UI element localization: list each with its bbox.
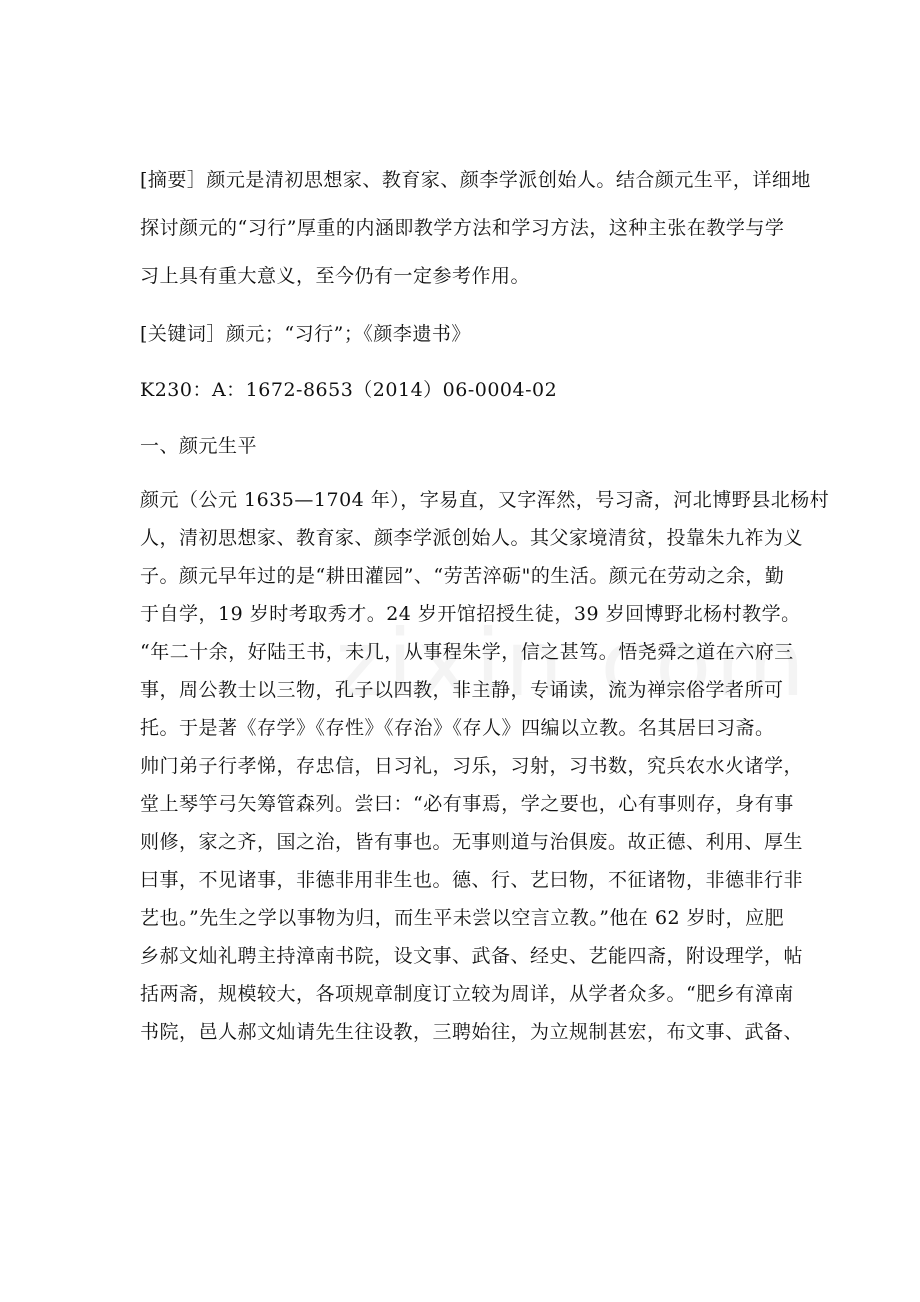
abstract-line: 探讨颜元的“习行”厚重的内涵即教学方法和学习方法，这种主张在教学与学	[140, 217, 785, 239]
body-line: 堂上琴竽弓矢筹管森列。尝曰：“必有事焉，学之要也，心有事则存，身有事	[140, 793, 794, 815]
abstract-line: 习上具有重大意义，至今仍有一定参考作用。	[140, 265, 531, 287]
body-line: 子。颜元早年过的是“耕田灌园”、“劳苦淬砺"的生活。颜元在劳动之余，勤	[140, 565, 785, 587]
body-line: 帅门弟子行孝悌，存忠信，日习礼，习乐，习射，习书数，究兵农水火诸学，	[140, 755, 804, 777]
classification-code: K230：A：1672-8653（2014）06-0004-02	[140, 379, 558, 401]
body-line: 颜元（公元 1635—1704 年），字易直，又字浑然，号习斋，河北博野县北杨村	[140, 489, 830, 511]
body-line: 托。于是著《存学》《存性》《存治》《存人》四编以立教。名其居曰习斋。	[140, 717, 775, 739]
body-line: 人，清初思想家、教育家、颜李学派创始人。其父家境清贫，投靠朱九祚为义	[140, 527, 804, 549]
body-line: 于自学，19 岁时考取秀才。24 岁开馆招授生徒，39 岁回博野北杨村教学。	[140, 603, 801, 625]
section-heading: 一、颜元生平	[140, 435, 258, 457]
keywords: [关键词］颜元；“习行”；《颜李遗书》	[140, 323, 471, 345]
body-line: 则修，家之齐，国之治，皆有事也。无事则道与治俱废。故正德、利用、厚生	[140, 831, 804, 853]
body-line: 艺也。”先生之学以事物为归，而生平未尝以空言立教。”他在 62 岁时，应肥	[140, 907, 785, 929]
body-line: 括两斋，规模较大，各项规章制度订立较为周详，从学者众多。“肥乡有漳南	[140, 983, 794, 1005]
body-line: 书院，邑人郝文灿请先生往设教，三聘始往，为立规制甚宏，布文事、武备、	[140, 1021, 804, 1043]
body-line: “年二十余，好陆王书，未几，从事程朱学，信之甚笃。悟尧舜之道在六府三	[140, 641, 794, 663]
body-line: 乡郝文灿礼聘主持漳南书院，设文事、武备、经史、艺能四斋，附设理学，帖	[140, 945, 804, 967]
body-line: 事，周公教士以三物，孔子以四教，非主静，专诵读，流为禅宗俗学者所可	[140, 679, 784, 701]
body-line: 曰事，不见诸事，非德非用非生也。德、行、艺曰物，不征诸物，非德非行非	[140, 869, 804, 891]
abstract-line: [摘要］颜元是清初思想家、教育家、颜李学派创始人。结合颜元生平，详细地	[140, 169, 811, 191]
